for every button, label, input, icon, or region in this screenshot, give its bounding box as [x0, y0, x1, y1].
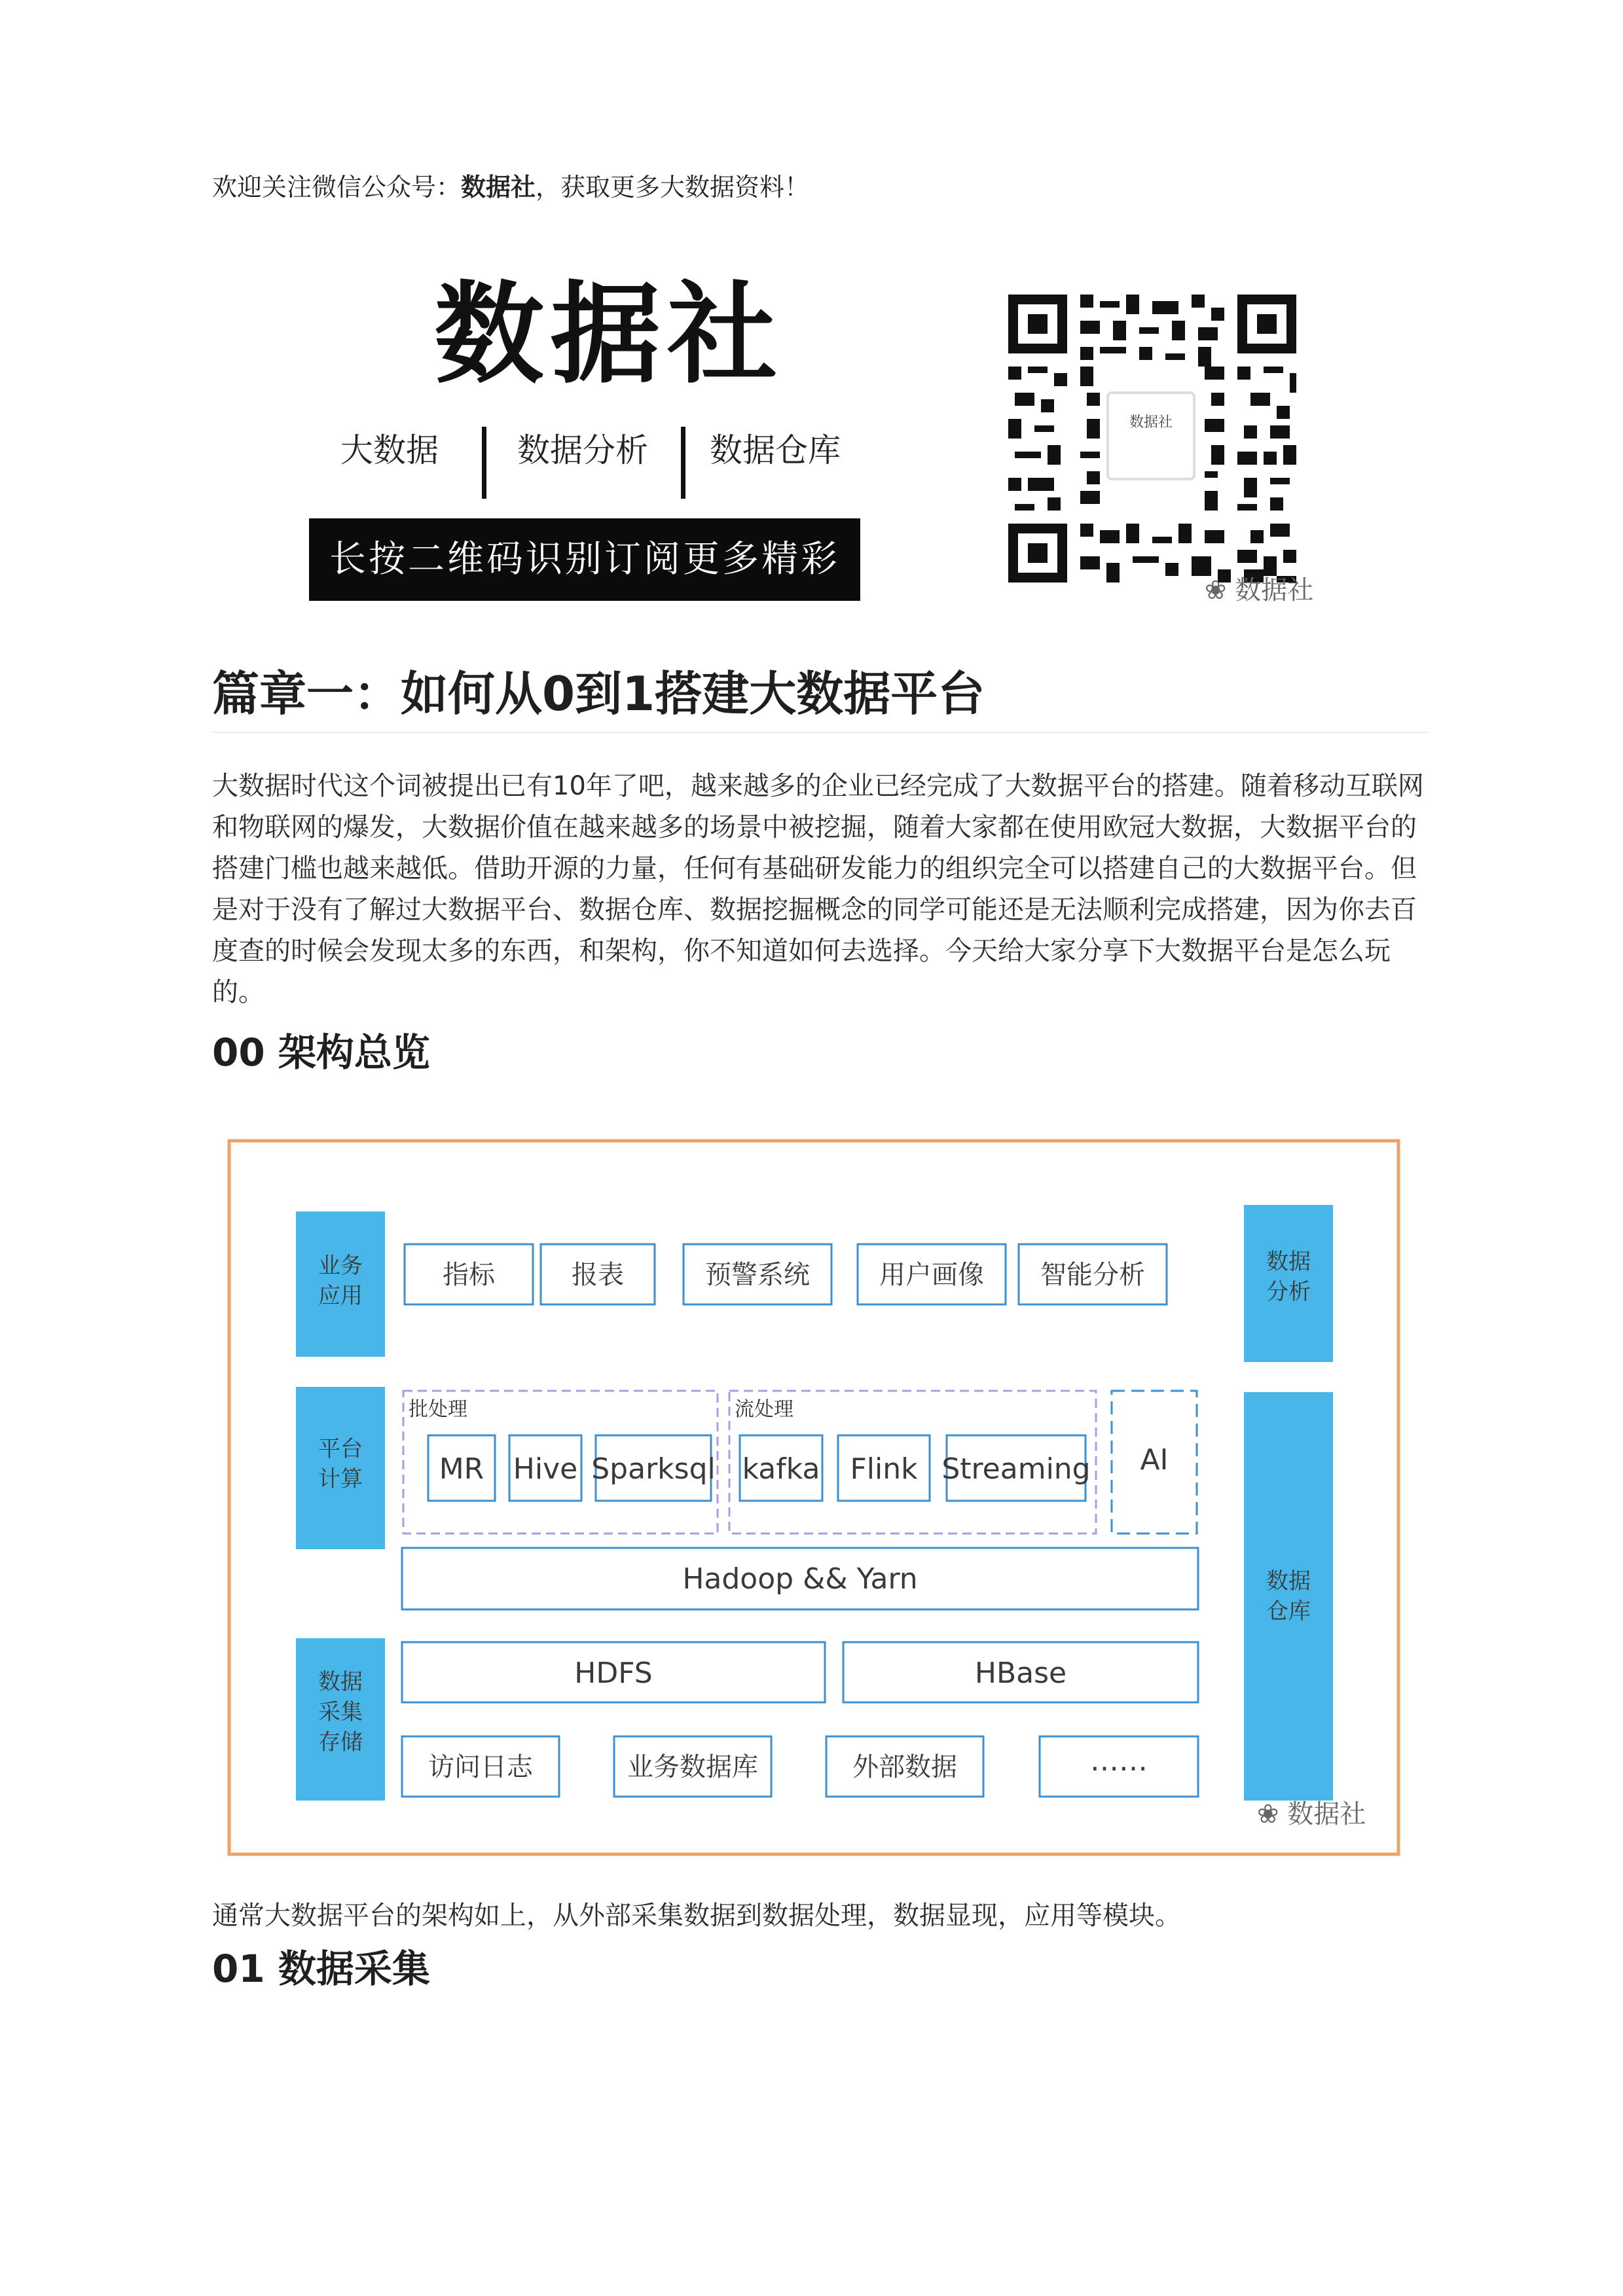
- wechat-icon: ❀: [1257, 1799, 1288, 1829]
- title-divider: [212, 732, 1429, 733]
- app-smart-analysis: 智能分析: [1040, 1260, 1145, 1290]
- layer-business-app: [296, 1211, 385, 1357]
- brand-tag-big-data: 大数据: [340, 431, 439, 469]
- layer-label: 数据: [318, 1669, 363, 1695]
- promo-banner: [301, 229, 1375, 630]
- wechat-icon: ❀: [1205, 575, 1235, 605]
- diagram-watermark: [1257, 1793, 1366, 1831]
- brand-divider: [482, 427, 486, 499]
- layer-data-collect-store: [296, 1638, 385, 1801]
- resource-manager-label: Hadoop && Yarn: [682, 1562, 918, 1596]
- brand-tag-warehouse: 数据仓库: [710, 431, 841, 469]
- source-external-data: 外部数据: [852, 1752, 957, 1782]
- stream-flink: Flink: [850, 1452, 918, 1486]
- batch-mr: MR: [439, 1452, 484, 1486]
- watermark: [1205, 569, 1313, 607]
- caption-paragraph: 通常大数据平台的架构如上，从外部采集数据到数据处理，数据显现，应用等模块。: [212, 1901, 1181, 1931]
- app-user-profile: 用户画像: [879, 1260, 984, 1290]
- column-label: 数据: [1266, 1568, 1311, 1594]
- watermark-text: 数据社: [1287, 1799, 1366, 1829]
- layer-label: 采集: [318, 1699, 363, 1725]
- source-business-db: 业务数据库: [627, 1752, 758, 1782]
- brand-title: 数据社: [434, 269, 784, 399]
- column-label: 仓库: [1266, 1598, 1311, 1624]
- column-label: 分析: [1266, 1279, 1311, 1305]
- storage-hbase: HBase: [974, 1657, 1067, 1690]
- intro-account-name: 数据社: [461, 173, 536, 202]
- app-alert-system: 预警系统: [705, 1260, 810, 1290]
- layer-platform-compute: [296, 1387, 385, 1549]
- column-data-analysis: [1244, 1205, 1333, 1362]
- layer-label: 计算: [318, 1466, 363, 1492]
- stream-streaming: Streaming: [941, 1452, 1091, 1486]
- app-reports: 报表: [572, 1260, 624, 1290]
- stream-kafka: kafka: [742, 1452, 820, 1486]
- source-access-log: 访问日志: [428, 1752, 533, 1782]
- layer-label: 平台: [318, 1436, 363, 1462]
- app-metrics: 指标: [443, 1260, 495, 1290]
- intro-paragraph: 大数据时代这个词被提出已有10年了吧，越来越多的企业已经完成了大数据平台的搭建。随着移动互联网和物联网的爆发，大数据价值在越来越多的场景中被挖掘，随着大家都在使用欧冠大数据，大数据平台的搭建门槛也越来越低。借助开源的力量，任何有基础研发能力的组织完全可以搭建自己的大数据平台。但是对于没有了解过大数据平台、数据仓库、数据挖掘概念的同学可能还是无法顺利完成搭建，因为你去百度查的时候会发现太多的东西，和架构，你不知道如何去选择。今天给大家分享下大数据平台是怎么玩的。: [212, 771, 1424, 1007]
- ai-label: AI: [1140, 1443, 1169, 1477]
- brand-cta: 长按二维码识别订阅更多精彩: [309, 518, 860, 601]
- column-label: 数据: [1266, 1249, 1311, 1275]
- article-title: 篇章一：如何从0到1搭建大数据平台: [212, 666, 985, 721]
- column-data-warehouse: [1244, 1392, 1333, 1801]
- brand-divider: [681, 427, 685, 499]
- brand-tag-analysis: 数据分析: [517, 431, 648, 469]
- batch-hive: Hive: [513, 1452, 578, 1486]
- qr-center-logo: 数据社: [1106, 391, 1195, 480]
- layer-label: 存储: [318, 1729, 363, 1755]
- batch-label: 批处理: [409, 1398, 467, 1421]
- layer-label: 应用: [318, 1283, 363, 1309]
- storage-hdfs: HDFS: [574, 1657, 653, 1690]
- source-more: ……: [1090, 1744, 1148, 1778]
- layer-label: 业务: [318, 1253, 363, 1279]
- intro-prefix: 欢迎关注微信公众号：: [212, 173, 462, 202]
- intro-line: [212, 169, 809, 206]
- architecture-diagram: [212, 1122, 1417, 1869]
- stream-label: 流处理: [735, 1398, 793, 1421]
- section-heading-00: 00 架构总览: [212, 1030, 430, 1075]
- batch-sparksql: Sparksql: [591, 1452, 716, 1486]
- intro-suffix: ，获取更多大数据资料！: [536, 173, 810, 202]
- watermark-text: 数据社: [1235, 575, 1314, 605]
- section-heading-01: 01 数据采集: [212, 1946, 430, 1991]
